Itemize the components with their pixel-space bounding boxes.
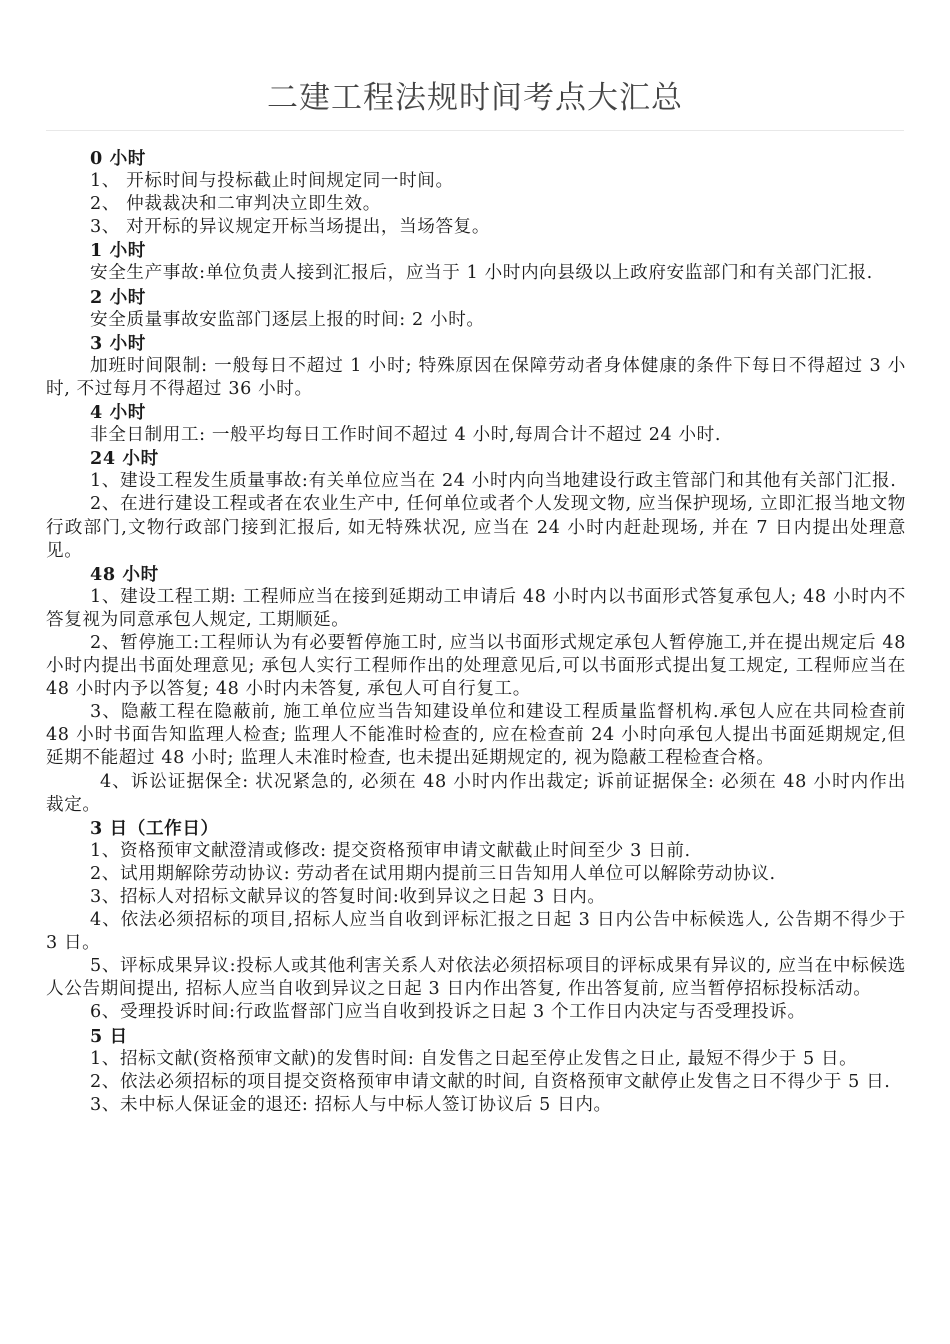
section-3d: [46, 817, 906, 1025]
paragraph: 2、 仲裁裁决和二审判决立即生效。: [90, 194, 381, 215]
section-0h: [46, 147, 906, 239]
section-3h: [46, 332, 906, 401]
section-heading: 1 小时: [90, 240, 146, 262]
section-5d: [46, 1025, 906, 1117]
paragraph: 1、资格预审文献澄清或修改: 提交资格预审申请文献截止时间至少 3 日前.: [90, 840, 691, 861]
paragraph: 加班时间限制: 一般每日不超过 1 小时; 特殊原因在保障劳动者身体健康的条件下每日不得超过 3 小时, 不过每月不得超过 36 小时。: [46, 355, 906, 399]
paragraph: 2、依法必须招标的项目提交资格预审申请文献的时间, 自资格预审文献停止发售之日不得少于 5 日.: [90, 1071, 891, 1092]
section-24h: [46, 447, 906, 562]
paragraph: 3、未中标人保证金的退还: 招标人与中标人签订协议后 5 日内。: [90, 1094, 612, 1115]
section-heading: 4 小时: [90, 402, 146, 424]
paragraph: 1、建设工程发生质量事故:有关单位应当在 24 小时内向当地建设行政主管部门和其他有关部门汇报.: [90, 471, 897, 492]
section-heading: 3 小时: [90, 332, 146, 354]
paragraph: 4、诉讼证据保全: 状况紧急的, 必须在 48 小时内作出裁定; 诉前证据保全: 必须在 48 小时内作出裁定。: [46, 771, 906, 815]
paragraph: 5、评标成果异议:投标人或其他利害关系人对依法必须招标项目的评标成果有异议的, 应当在中标候选人公告期间提出, 招标人应当自收到异议之日起 3 日内作出答复, 作出答复前, 应当暂停招标投标活动。: [46, 956, 906, 1000]
paragraph: 3、招标人对招标文献异议的答复时间:收到异议之日起 3 日内。: [90, 887, 606, 907]
section-48h: [46, 563, 906, 817]
paragraph: 2、在进行建设工程或者在农业生产中, 任何单位或者个人发现文物, 应当保护现场, 立即汇报当地文物行政部门,文物行政部门接到汇报后, 如无特殊状况, 应当在 24 小时内赶赴现场, 并在 7 日内提出处理意见。: [46, 494, 906, 561]
paragraph: 1、建设工程工期: 工程师应当在接到延期动工申请后 48 小时内以书面形式答复承包人; 48 小时内不答复视为同意承包人规定, 工期顺延。: [46, 586, 906, 630]
paragraph: 1、招标文献(资格预审文献)的发售时间: 自发售之日起至停止发售之日止, 最短不得少于 5 日。: [90, 1048, 858, 1069]
section-heading: 48 小时: [90, 563, 159, 585]
paragraph: 安全生产事故:单位负责人接到汇报后，应当于 1 小时内向县级以上政府安监部门和有关部门汇报.: [90, 263, 873, 284]
section-heading: 5 日: [90, 1025, 128, 1047]
section-heading: 24 小时: [90, 448, 159, 470]
paragraph: 6、受理投诉时间:行政监督部门应当自收到投诉之日起 3 个工作日内决定与否受理投诉。: [90, 1002, 806, 1023]
paragraph: 3、 对开标的异议规定开标当场提出，当场答复。: [90, 217, 491, 238]
paragraph: 非全日制用工: 一般平均每日工作时间不超过 4 小时,每周合计不超过 24 小时.: [90, 425, 722, 446]
paragraph: 2、暂停施工:工程师认为有必要暂停施工时, 应当以书面形式规定承包人暂停施工,并在提出规定后 48 小时内提出书面处理意见; 承包人实行工程师作出的处理意见后,可以书面形式提出复工规定, 工程师应当在 48 小时内予以答复; 48 小时内未答复, 承包人可自行复工。: [46, 632, 906, 700]
paragraph: 2、试用期解除劳动协议: 劳动者在试用期内提前三日告知用人单位可以解除劳动协议.: [90, 863, 776, 884]
section-4h: [46, 401, 906, 447]
paragraph: 4、依法必须招标的项目,招标人应当自收到评标汇报之日起 3 日内公告中标候选人, 公告期不得少于 3 日。: [46, 910, 906, 954]
document-body: [46, 147, 906, 1117]
section-1h: [46, 239, 906, 285]
section-heading: 0 小时: [90, 148, 146, 169]
section-2h: [46, 286, 906, 332]
title-divider: [46, 130, 904, 131]
page-title: 二建工程法规时间考点大汇总: [267, 80, 683, 116]
paragraph: 安全质量事故安监部门逐层上报的时间: 2 小时。: [90, 309, 485, 330]
paragraph: 1、 开标时间与投标截止时间规定同一时间。: [90, 171, 454, 192]
section-heading: 2 小时: [90, 286, 146, 308]
paragraph: 3、隐蔽工程在隐蔽前, 施工单位应当告知建设单位和建设工程质量监督机构.承包人应在共同检查前 48 小时书面告知监理人检查; 监理人不能准时检查的, 应在检查前 24 小时向承包人提出书面延期规定,但延期不能超过 48 小时; 监理人未准时检查, 也未提出延期规定的, 视为隐蔽工程检查合格。: [46, 702, 906, 769]
section-heading: 3 日（工作日）: [90, 817, 219, 839]
